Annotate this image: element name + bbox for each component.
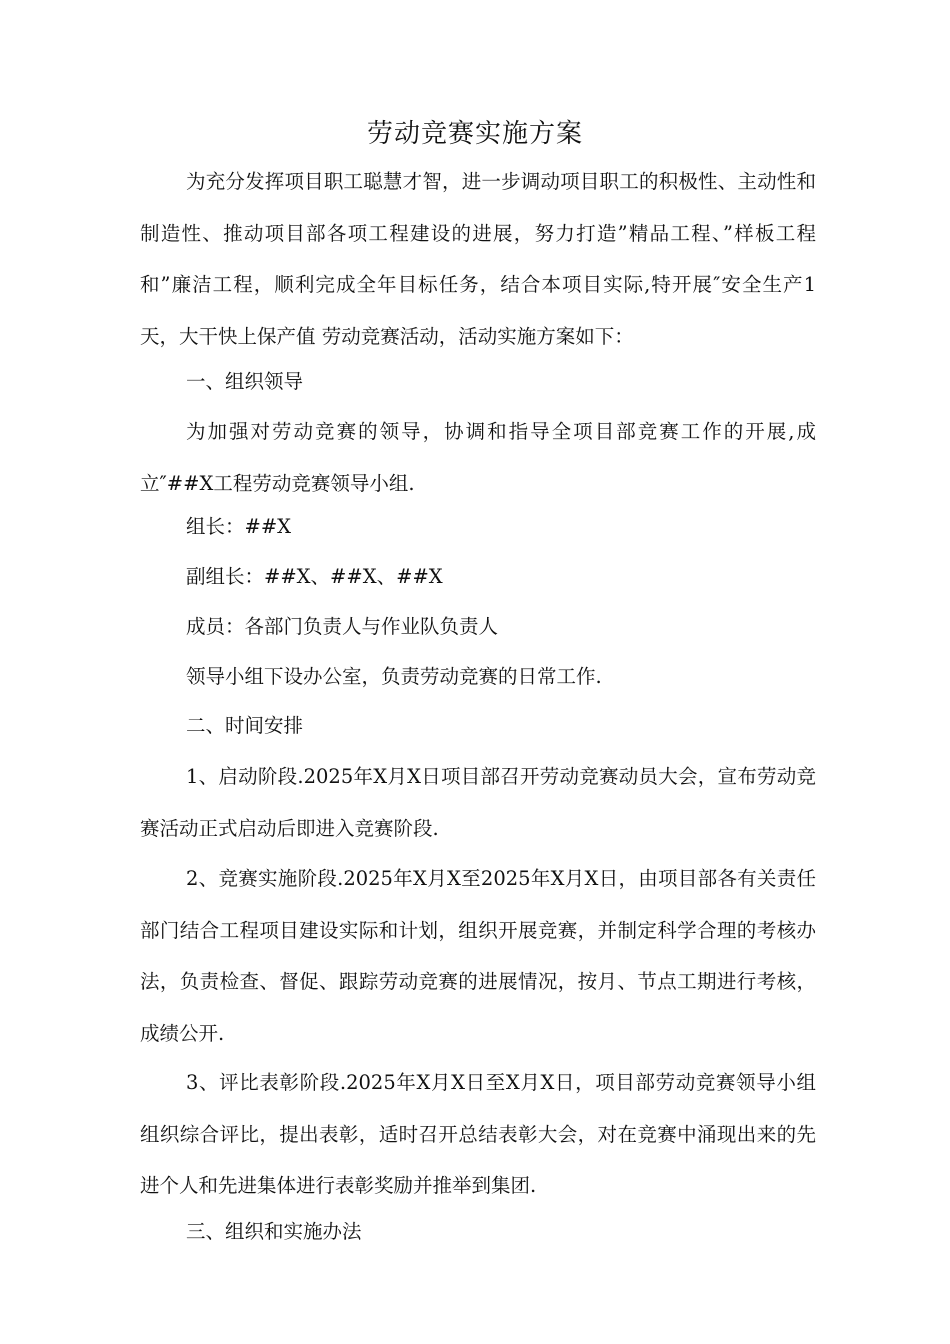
schedule-item-3: 3、评比表彰阶段.2025年X月X日至X月X日，项目部劳动竞赛领导小组组织综合评比，提出表彰，适时召开总结表彰大会，对在竞赛中涌现出来的先进个人和先进集体进行表彰奖励并推举到集团. [140, 1071, 816, 1197]
members-line: 成员：各部门负责人与作业队负责人 [186, 615, 499, 638]
deputy-leader-line: 副组长：##X、##X、##X [186, 565, 443, 588]
intro-paragraph: 为充分发挥项目职工聪慧才智，进一步调动项目职工的积极性、主动性和制造性、推动项目部各项工程建设的进展，努力打造”精品工程、”样板工程 和”廉洁工程，顺利完成全年目标任务，结合本项目实际,特开展″安全生产1天，大干快上保产值 劳动竞赛活动，活动实施方案如下： [140, 170, 816, 348]
schedule-item-2: 2、竞赛实施阶段.2025年X月X至2025年X月X日，由项目部各有关责任部门结合工程项目建设实际和计划，组织开展竞赛，并制定科学合理的考核办法，负责检查、督促、跟踪劳动竞赛的进展情况，按月、节点工期进行考核，成绩公开. [140, 867, 816, 1045]
team-leader-line: 组长：##X [186, 515, 292, 538]
organization-paragraph: 为加强对劳动竞赛的领导，协调和指导全项目部竞赛工作的开展,成立″##X工程劳动竞赛领导小组. [140, 420, 816, 495]
section-heading-organization: 一、组织领导 [186, 370, 304, 393]
office-line: 领导小组下设办公室，负责劳动竞赛的日常工作. [186, 665, 602, 688]
section-heading-schedule: 二、时间安排 [186, 714, 304, 737]
schedule-item-1: 1、启动阶段.2025年X月X日项目部召开劳动竞赛动员大会，宣布劳动竞赛活动正式启动后即进入竞赛阶段. [140, 765, 816, 840]
document-title: 劳动竞赛实施方案 [366, 119, 583, 149]
section-heading-implementation: 三、组织和实施办法 [186, 1220, 362, 1243]
